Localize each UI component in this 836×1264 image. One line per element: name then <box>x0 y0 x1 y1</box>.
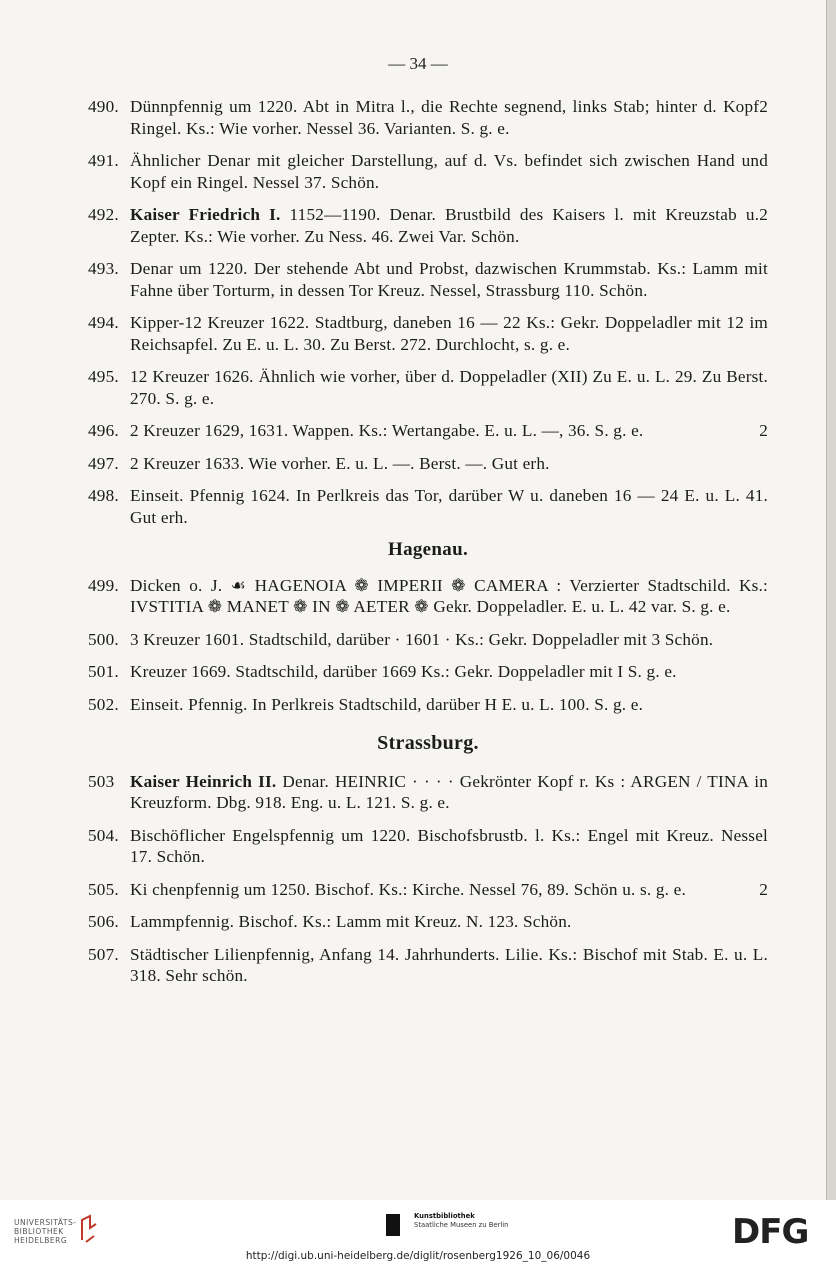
kb-title: Kunstbibliothek <box>414 1212 475 1220</box>
uni-line-1: UNIVERSITÄTS- <box>14 1218 77 1227</box>
entry-number: 502. <box>88 694 119 714</box>
entry-number: 496. <box>88 421 119 440</box>
entry-number: 497. <box>88 453 119 473</box>
catalog-entry <box>88 366 768 409</box>
entry-description <box>130 944 768 987</box>
entry-description <box>130 661 768 683</box>
entry-text: Bischöflicher Engelspfennig um 1220. Bischofsbrustb. l. Ks.: Engel mit Kreuz. Nessel 17. Schön. <box>130 825 768 866</box>
entry-number: 491. <box>88 151 119 170</box>
entry-number: 505. <box>88 879 119 899</box>
entry-number: 495. <box>88 367 119 386</box>
catalog-text <box>88 96 768 998</box>
entry-text: Denar. HEINRIC · · · · Gekrönter Kopf r. Ks : ARGEN / TINA in Kreuzform. Dbg. 918. Eng. u. L. 121. S. g. e. <box>130 771 768 812</box>
entry-text: Einseit. Pfennig 1624. In Perlkreis das Tor, darüber W u. daneben 16 — 24 E. u. L. 41. Gut erh. <box>130 486 768 527</box>
entry-description <box>130 366 768 409</box>
section-heading: Hagenau. <box>388 539 468 560</box>
entry-lead: Kaiser Friedrich I. <box>130 205 281 224</box>
entry-lead: Kaiser Heinrich II. <box>130 771 277 791</box>
entry-description <box>130 312 768 355</box>
uni-line-3: HEIDELBERG <box>14 1236 68 1245</box>
entry-number: 492. <box>88 205 119 224</box>
entry-value: 2 <box>759 421 768 440</box>
entry-description <box>130 204 768 247</box>
page-number: — 34 — <box>388 54 448 73</box>
entry-number: 506. <box>88 912 119 931</box>
entry-text: 1152—1190. Denar. Brustbild des Kaisers l. mit Kreuzstab u. Zepter. Ks.: Wie vorher. Zu Ness. 46. Zwei Var. Schön. <box>130 205 760 246</box>
kunstbibliothek-logo-text <box>414 1212 508 1230</box>
kunstbibliothek-logo-icon <box>386 1214 400 1236</box>
catalog-entry <box>88 453 768 475</box>
entry-description <box>130 825 768 868</box>
entry-description <box>130 771 768 814</box>
section-heading: Strassburg. <box>377 732 479 754</box>
entry-value: 2 <box>759 97 768 116</box>
university-library-logo-text <box>14 1218 76 1245</box>
catalog-entry <box>88 96 768 139</box>
entry-number: 500. <box>88 629 119 649</box>
entry-text: Städtischer Lilienpfennig, Anfang 14. Jahrhunderts. Lilie. Ks.: Bischof mit Stab. E. u. L. 318. Sehr schön. <box>130 944 768 985</box>
entry-text: Lammpfennig. Bischof. Ks.: Lamm mit Kreuz. N. 123. Schön. <box>130 912 572 931</box>
catalog-entry <box>88 258 768 301</box>
entry-number: 494. <box>88 313 119 332</box>
entry-text: Dicken o. J. ☙ HAGENOIA ❁ IMPERII ❁ CAMERA : Verzierter Stadtschild. Ks.: IVSTITIA ❁ MANET ❁ IN ❁ AETER ❁ Gekr. Doppeladler. E. u. L. 42 var. S. g. e. <box>130 575 768 616</box>
entry-description <box>130 879 768 901</box>
entry-description <box>130 96 768 139</box>
catalog-entry <box>88 825 768 868</box>
catalog-entry <box>88 629 768 651</box>
footer-bar <box>0 1200 836 1264</box>
entry-value: 2 <box>759 205 768 224</box>
entry-text: Kreuzer 1669. Stadtschild, darüber 1669 Ks.: Gekr. Doppeladler mit I S. g. e. <box>130 662 677 681</box>
entry-description <box>130 694 768 716</box>
catalog-entry <box>88 575 768 618</box>
entry-number: 498. <box>88 486 119 505</box>
entry-number: 493. <box>88 259 119 278</box>
entry-number: 504. <box>88 825 119 845</box>
entry-text: Dünnpfennig um 1220. Abt in Mitra l., die Rechte segnend, links Stab; hinter d. Kopf Ringel. Ks.: Wie vorher. Nessel 36. Varianten. S. g. e. <box>130 97 760 138</box>
entry-number: 499. <box>88 575 119 595</box>
catalog-entry <box>88 150 768 193</box>
entry-description <box>130 453 768 475</box>
catalog-entry <box>88 879 768 901</box>
entry-text: 12 Kreuzer 1626. Ähnlich wie vorher, über d. Doppeladler (XII) Zu E. u. L. 29. Zu Berst. 270. S. g. e. <box>130 367 768 408</box>
entry-description <box>130 485 768 528</box>
catalog-entry <box>88 771 768 814</box>
uni-line-2: BIBLIOTHEK <box>14 1227 64 1236</box>
entry-text: Ki chenpfennig um 1250. Bischof. Ks.: Kirche. Nessel 76, 89. Schön u. s. g. e. <box>130 879 686 899</box>
entry-text: Denar um 1220. Der stehende Abt und Probst, dazwischen Krummstab. Ks.: Lamm mit Fahne über Torturm, in dessen Tor Kreuz. Nessel, Strassburg 110. Schön. <box>130 259 768 300</box>
entry-text: 2 Kreuzer 1633. Wie vorher. E. u. L. —. Berst. —. Gut erh. <box>130 453 550 473</box>
entry-description <box>130 629 768 651</box>
catalog-entry <box>88 420 768 442</box>
entry-description <box>130 150 768 193</box>
catalog-entry <box>88 694 768 716</box>
catalog-entry <box>88 312 768 355</box>
catalog-entry <box>88 204 768 247</box>
entry-number: 490. <box>88 97 119 116</box>
dfg-logo: DFG <box>732 1212 809 1252</box>
entry-description <box>130 911 768 933</box>
university-library-logo-icon <box>78 1214 100 1244</box>
catalog-entry <box>88 661 768 683</box>
entry-text: 2 Kreuzer 1629, 1631. Wappen. Ks.: Wertangabe. E. u. L. —, 36. S. g. e. <box>130 421 644 440</box>
entry-text: Ähnlicher Denar mit gleicher Darstellung, auf d. Vs. befindet sich zwischen Hand und Kopf ein Ringel. Nessel 37. Schön. <box>130 151 768 192</box>
catalog-entry <box>88 911 768 933</box>
entry-description <box>130 258 768 301</box>
entry-text: Kipper-12 Kreuzer 1622. Stadtburg, daneben 16 — 22 Ks.: Gekr. Doppeladler mit 12 im Reichsapfel. Zu E. u. L. 30. Zu Berst. 272. Durchlocht, s. g. e. <box>130 313 768 354</box>
entry-number: 501. <box>88 662 119 681</box>
entry-description <box>130 420 768 442</box>
entry-text: 3 Kreuzer 1601. Stadtschild, darüber · 1601 · Ks.: Gekr. Doppeladler mit 3 Schön. <box>130 629 714 649</box>
entry-number: 507. <box>88 944 119 964</box>
source-url[interactable]: http://digi.ub.uni-heidelberg.de/diglit/rosenberg1926_10_06/0046 <box>245 1250 591 1262</box>
catalog-entry <box>88 485 768 528</box>
entry-text: Einseit. Pfennig. In Perlkreis Stadtschild, darüber H E. u. L. 100. S. g. e. <box>130 694 644 714</box>
entry-description <box>130 575 768 618</box>
entry-value: 2 <box>759 879 768 899</box>
entry-number: 503 <box>88 771 115 791</box>
kb-subtitle: Staatliche Museen zu Berlin <box>414 1221 509 1229</box>
page-edge <box>826 0 836 1200</box>
catalog-entry <box>88 944 768 987</box>
